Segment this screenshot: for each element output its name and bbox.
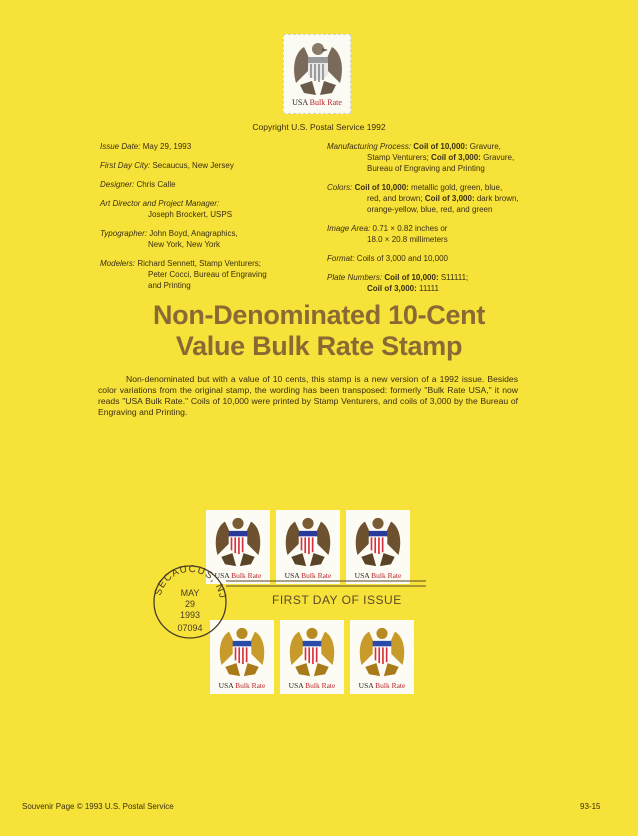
page-number: 93-15 xyxy=(580,802,601,811)
stamp-2: USA Bulk Rate xyxy=(276,510,340,584)
svg-text:07094: 07094 xyxy=(177,623,203,633)
detail-designer: Designer: Chris Calle xyxy=(100,180,176,189)
svg-text:MAY: MAY xyxy=(180,588,200,598)
detail-modelers: Modelers: Richard Sennett, Stamp Venturers; Peter Cocci, Bureau of Engraving and Printing xyxy=(100,259,267,290)
stamp-6: USA Bulk Rate xyxy=(350,620,414,694)
details-left xyxy=(100,141,300,299)
detail-colors: Colors: Coil of 10,000: metallic gold, green, blue, red, and brown; Coil of 3,000: dark brown, orange-yellow, blue, red, and green xyxy=(327,183,519,214)
hero-stamp xyxy=(283,34,351,114)
detail-plate-numbers: Plate Numbers: Coil of 10,000: S11111; Coil of 3,000: 11111 xyxy=(327,273,469,293)
page-title: Non-Denominated 10-Cent Value Bulk Rate Stamp xyxy=(152,300,486,361)
stamp-1: USA Bulk Rate xyxy=(206,510,270,584)
copyright-line: Copyright U.S. Postal Service 1992 xyxy=(252,122,386,132)
detail-image-area: Image Area: 0.71 × 0.82 inches or 18.0 × 20.8 millimeters xyxy=(327,224,448,244)
eagle-shield-icon xyxy=(290,39,346,99)
svg-text:29: 29 xyxy=(184,599,196,609)
detail-art-director: Art Director and Project Manager: Joseph Brockert, USPS xyxy=(100,199,233,219)
details-right xyxy=(327,141,552,302)
detail-manufacturing: Manufacturing Process: Coil of 10,000: Gravure, Stamp Venturers; Coil of 3,000: Gravure, Bureau of Engraving and Printing xyxy=(327,142,515,173)
detail-typographer: Typographer: John Boyd, Anagraphics, New York, New York xyxy=(100,229,238,249)
svg-text:SECAUCUS, NJ: SECAUCUS, NJ xyxy=(152,563,228,600)
eagle-shield-icon xyxy=(286,624,338,680)
stamp-5: USA Bulk Rate xyxy=(280,620,344,694)
first-day-of-issue: FIRST DAY OF ISSUE xyxy=(272,593,402,607)
eagle-shield-icon xyxy=(282,514,334,570)
stamp-3: USA Bulk Rate xyxy=(346,510,410,584)
eagle-shield-icon xyxy=(352,514,404,570)
detail-issue-date: Issue Date: May 29, 1993 xyxy=(100,142,192,151)
eagle-shield-icon xyxy=(356,624,408,680)
description: Non-denominated but with a value of 10 cents, this stamp is a new version of a 1992 issue. Besides color variations from the original stamp, the wording has been transposed: formerly "Bulk Rate USA," it now reads "USA Bulk Rate." Coils of 10,000 were printed by Stamp Venturers, and coils of 3,000 by the Bureau of Engraving and Printing. xyxy=(98,374,518,417)
detail-format: Format: Coils of 3,000 and 10,000 xyxy=(327,254,448,263)
stamp-4: USA Bulk Rate xyxy=(210,620,274,694)
hero-stamp-caption: USA Bulk Rate xyxy=(292,98,342,107)
footer-copyright: Souvenir Page © 1993 U.S. Postal Service xyxy=(22,802,174,811)
postmark xyxy=(148,560,232,644)
detail-first-day-city: First Day City: Secaucus, New Jersey xyxy=(100,161,234,170)
svg-text:1993: 1993 xyxy=(179,610,201,620)
